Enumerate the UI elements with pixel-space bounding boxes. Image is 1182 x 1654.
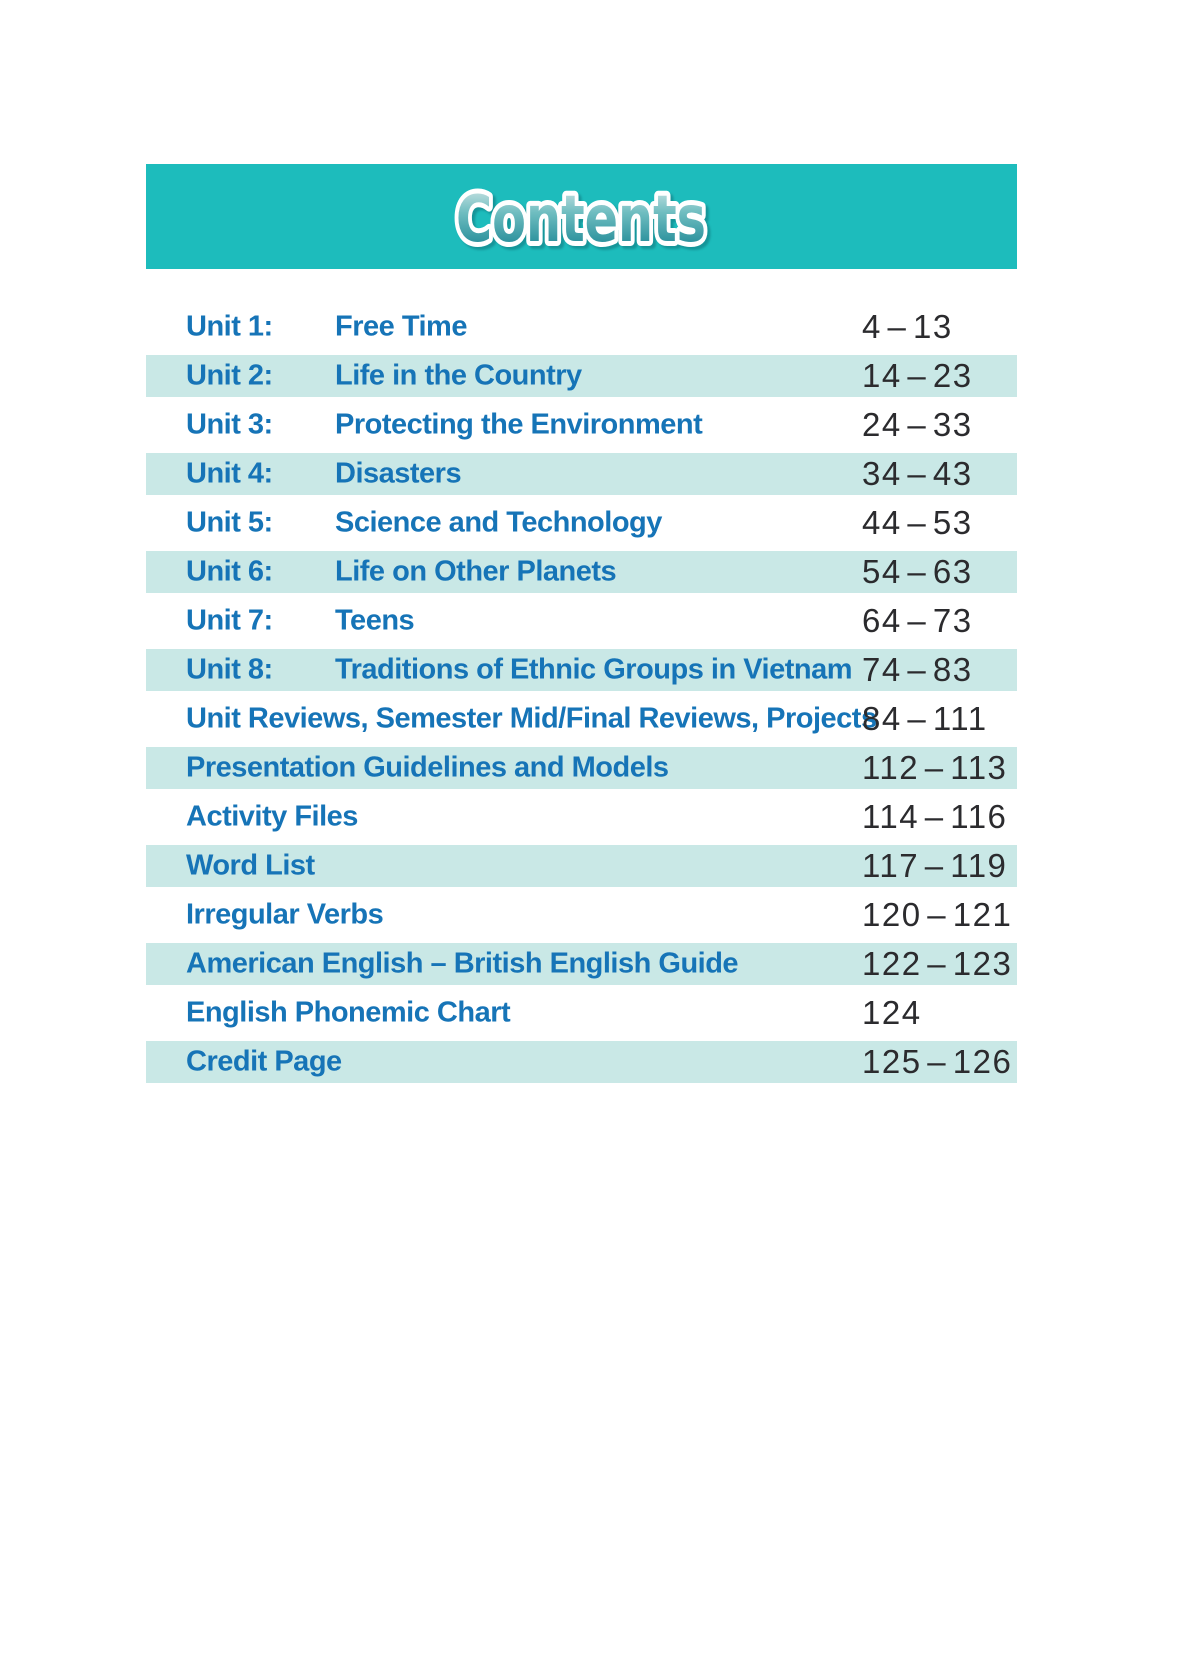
toc-row	[146, 747, 1017, 789]
toc-page-range: 54 – 63	[862, 553, 973, 590]
toc-page-range: 44 – 53	[862, 504, 973, 541]
toc-page-range: 4 – 13	[862, 308, 953, 345]
toc-entry-title: Word List	[186, 849, 315, 882]
toc-page-range: 34 – 43	[862, 455, 973, 492]
toc-entry-title: Irregular Verbs	[186, 898, 384, 931]
toc-row	[146, 551, 1017, 593]
toc-list	[146, 299, 1017, 1090]
toc-page-range: 124	[862, 994, 922, 1031]
toc-page-range: 112 – 113	[862, 749, 1008, 786]
toc-entry-title: Life on Other Planets	[335, 555, 617, 588]
toc-page-range: 64 – 73	[862, 602, 973, 639]
toc-entry-title: English Phonemic Chart	[186, 996, 511, 1029]
toc-unit-label: Unit 2:	[186, 359, 273, 392]
toc-page-range: 114 – 116	[862, 798, 1008, 835]
toc-row	[146, 649, 1017, 691]
toc-entry-title: Teens	[335, 604, 415, 637]
toc-row	[146, 698, 1017, 740]
toc-entry-title: Free Time	[335, 310, 467, 343]
toc-entry-title: Life in the Country	[335, 359, 582, 392]
toc-entry-title: Credit Page	[186, 1045, 342, 1078]
toc-row	[146, 306, 1017, 348]
toc-row	[146, 404, 1017, 446]
toc-entry-title: Protecting the Environment	[335, 408, 703, 441]
toc-row	[146, 845, 1017, 887]
toc-unit-label: Unit 8:	[186, 653, 273, 686]
toc-page-range: 24 – 33	[862, 406, 973, 443]
toc-unit-label: Unit 3:	[186, 408, 273, 441]
toc-page-range: 84 – 111	[862, 700, 988, 737]
toc-unit-label: Unit 4:	[186, 457, 273, 490]
toc-row	[146, 355, 1017, 397]
toc-page-range: 117 – 119	[862, 847, 1008, 884]
contents-title-text: Contents	[456, 183, 706, 257]
toc-page-range: 14 – 23	[862, 357, 973, 394]
toc-row	[146, 1041, 1017, 1083]
toc-entry-title: Unit Reviews, Semester Mid/Final Reviews, Projects	[186, 702, 877, 735]
toc-row	[146, 992, 1017, 1034]
toc-row	[146, 502, 1017, 544]
toc-entry-title: Science and Technology	[335, 506, 662, 539]
toc-entry-title: Disasters	[335, 457, 462, 490]
toc-page-range: 74 – 83	[862, 651, 973, 688]
contents-header-banner	[146, 164, 1017, 269]
toc-unit-label: Unit 1:	[186, 310, 273, 343]
toc-entry-title: American English – British English Guide	[186, 947, 739, 980]
toc-unit-label: Unit 7:	[186, 604, 273, 637]
toc-unit-label: Unit 6:	[186, 555, 273, 588]
toc-row	[146, 453, 1017, 495]
toc-entry-title: Presentation Guidelines and Models	[186, 751, 669, 784]
toc-page-range: 120 – 121	[862, 896, 1013, 933]
toc-row	[146, 600, 1017, 642]
toc-page-range: 125 – 126	[862, 1043, 1013, 1080]
toc-row	[146, 894, 1017, 936]
toc-row	[146, 796, 1017, 838]
contents-title	[146, 164, 1017, 269]
toc-entry-title: Traditions of Ethnic Groups in Vietnam	[335, 653, 853, 686]
toc-row	[146, 943, 1017, 985]
toc-entry-title: Activity Files	[186, 800, 358, 833]
contents-title-graphic	[146, 164, 1017, 269]
toc-page-range: 122 – 123	[862, 945, 1013, 982]
toc-unit-label: Unit 5:	[186, 506, 273, 539]
